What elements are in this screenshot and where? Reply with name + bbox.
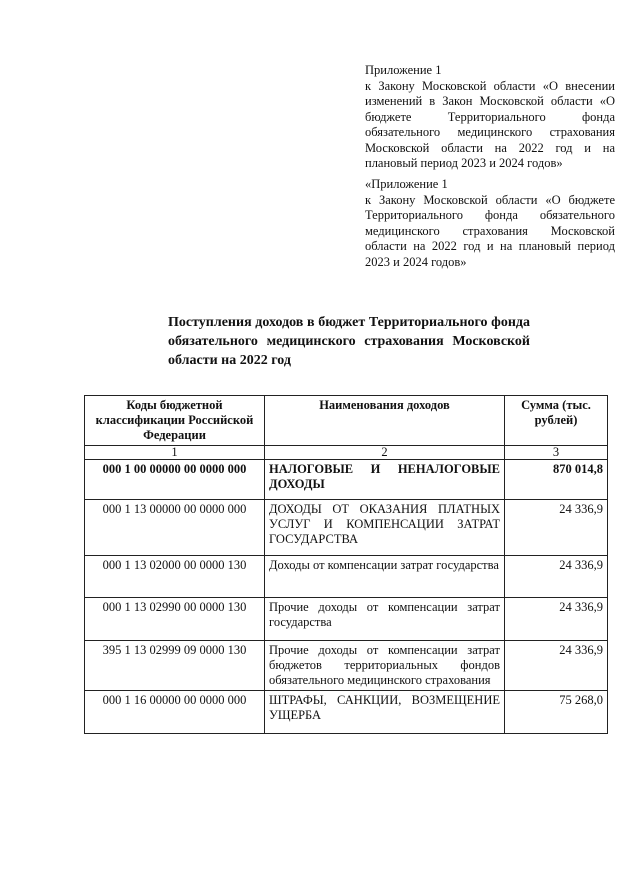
annex-header-original bbox=[365, 177, 615, 270]
annex-header-current bbox=[365, 63, 615, 172]
row-name: ДОХОДЫ ОТ ОКАЗАНИЯ ПЛАТНЫХ УСЛУГ И КОМПЕНСАЦИИ ЗАТРАТ ГОСУДАРСТВА bbox=[265, 500, 505, 556]
table-header-row bbox=[85, 396, 608, 446]
table-row bbox=[85, 460, 608, 500]
row-name: Прочие доходы от компенсации затрат государства bbox=[265, 598, 505, 641]
annex-title: Приложение 1 bbox=[365, 63, 442, 77]
annex-description: к Закону Московской области «О внесении изменений в Закон Московской области «О бюджете Территориального фонда обязательного медицинского страхования Московской области на 2022 год и на плановый период 2023 и 2024 годов» bbox=[365, 78, 615, 170]
annex-description: к Закону Московской области «О бюджете Территориального фонда обязательного медицинского страхования Московской области на 2022 год и на плановый период 2023 и 2024 годов» bbox=[365, 192, 615, 269]
row-name: НАЛОГОВЫЕ И НЕНАЛОГОВЫЕ ДОХОДЫ bbox=[265, 460, 505, 500]
row-code: 000 1 13 00000 00 0000 000 bbox=[85, 500, 265, 556]
income-table bbox=[84, 395, 608, 734]
row-code: 000 1 16 00000 00 0000 000 bbox=[85, 691, 265, 734]
row-name: ШТРАФЫ, САНКЦИИ, ВОЗМЕЩЕНИЕ УЩЕРБА bbox=[265, 691, 505, 734]
column-number: 3 bbox=[505, 446, 608, 460]
column-number: 1 bbox=[85, 446, 265, 460]
row-code: 395 1 13 02999 09 0000 130 bbox=[85, 641, 265, 691]
row-name: Прочие доходы от компенсации затрат бюджетов территориальных фондов обязательного медицинского страхования bbox=[265, 641, 505, 691]
table-row bbox=[85, 556, 608, 598]
row-sum: 24 336,9 bbox=[505, 598, 608, 641]
table-row bbox=[85, 500, 608, 556]
column-number: 2 bbox=[265, 446, 505, 460]
row-name: Доходы от компенсации затрат государства bbox=[265, 556, 505, 598]
header-code: Коды бюджетной классификации Российской Федерации bbox=[85, 396, 265, 446]
annex-title: «Приложение 1 bbox=[365, 177, 448, 191]
header-sum: Сумма (тыс. рублей) bbox=[505, 396, 608, 446]
table-row bbox=[85, 691, 608, 734]
document-title: Поступления доходов в бюджет Территориального фонда обязательного медицинского страхования Московской области на 2022 год bbox=[168, 315, 530, 368]
row-code: 000 1 13 02990 00 0000 130 bbox=[85, 598, 265, 641]
row-code: 000 1 00 00000 00 0000 000 bbox=[85, 460, 265, 500]
row-sum: 24 336,9 bbox=[505, 556, 608, 598]
row-sum: 24 336,9 bbox=[505, 641, 608, 691]
row-sum: 24 336,9 bbox=[505, 500, 608, 556]
row-sum: 870 014,8 bbox=[505, 460, 608, 500]
column-number-row bbox=[85, 446, 608, 460]
row-sum: 75 268,0 bbox=[505, 691, 608, 734]
header-name: Наименования доходов bbox=[265, 396, 505, 446]
table-row bbox=[85, 641, 608, 691]
row-code: 000 1 13 02000 00 0000 130 bbox=[85, 556, 265, 598]
table-row bbox=[85, 598, 608, 641]
